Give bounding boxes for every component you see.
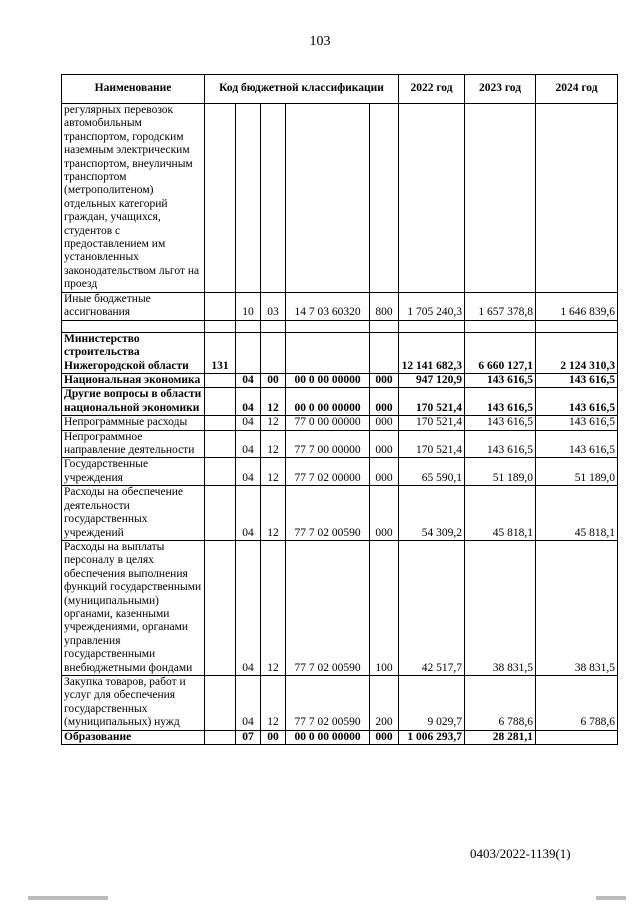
cell-2022: 65 590,1 [399,458,465,486]
scan-artifact [596,896,626,900]
cell-cs: 77 7 00 00000 [286,430,370,458]
table-row [62,416,618,430]
cell-cs: 77 7 02 00590 [286,675,370,730]
cell-rz: 07 [236,730,261,744]
cell-rz: 10 [236,293,261,321]
cell-rz: 04 [236,486,261,541]
cell-gr [205,458,236,486]
cell-2023: 1 657 378,8 [465,293,536,321]
cell-2024: 6 788,6 [536,675,618,730]
table-row [62,332,618,373]
cell-2022: 170 521,4 [399,430,465,458]
cell-vr: 000 [370,730,399,744]
cell-rz [236,104,261,293]
cell-pr [261,104,286,293]
cell-cs: 00 0 00 00000 [286,374,370,388]
header-name: Наименование [62,75,205,104]
table-header-row [62,75,618,104]
cell-2023: 6 660 127,1 [465,332,536,373]
row-name: регулярных перевозок автомобильным транспортом, городским наземным электрическим транспортом, внеуличным транспортом (метрополитеном) отдельных категорий граждан, учащихся, студентов с предоставлением им установленных законодательством льгот на проезд [62,104,205,293]
cell-2023 [465,104,536,293]
header-2024: 2024 год [536,75,618,104]
cell-vr [370,104,399,293]
table-row [62,374,618,388]
cell-gr [205,374,236,388]
cell-2023: 6 788,6 [465,675,536,730]
cell-pr: 03 [261,293,286,321]
cell-pr: 12 [261,388,286,416]
cell-cs: 00 0 00 00000 [286,730,370,744]
row-name: Государственные учреждения [62,458,205,486]
page-number: 103 [309,34,331,49]
table-row [62,388,618,416]
table-row [62,458,618,486]
cell-cs: 77 7 02 00590 [286,540,370,675]
cell-gr [205,730,236,744]
cell-rz: 04 [236,540,261,675]
cell-2022: 42 517,7 [399,540,465,675]
cell-2024: 1 646 839,6 [536,293,618,321]
cell-2022: 12 141 682,3 [399,332,465,373]
cell-pr: 00 [261,730,286,744]
cell-vr [370,332,399,373]
cell-2022: 947 120,9 [399,374,465,388]
row-name: Закупка товаров, работ и услуг для обеспечения государственных (муниципальных) нужд [62,675,205,730]
table-row [62,730,618,744]
cell-pr: 12 [261,540,286,675]
cell-gr [205,293,236,321]
cell-vr: 000 [370,458,399,486]
cell-2024: 51 189,0 [536,458,618,486]
cell-2024 [536,730,618,744]
cell-rz: 04 [236,416,261,430]
cell-2024: 38 831,5 [536,540,618,675]
cell-2022: 170 521,4 [399,416,465,430]
cell-2022: 9 029,7 [399,675,465,730]
cell-2024: 2 124 310,3 [536,332,618,373]
cell-vr: 000 [370,388,399,416]
cell-gr [205,486,236,541]
cell-2024: 143 616,5 [536,388,618,416]
cell-rz: 04 [236,675,261,730]
table-row [62,675,618,730]
row-name: Расходы на выплаты персоналу в целях обеспечения выполнения функций государственными (муниципальными) органами, казенными учреждениями, органами управления государственными внебюджетными фондами [62,540,205,675]
cell-2023: 143 616,5 [465,416,536,430]
cell-2024: 45 818,1 [536,486,618,541]
cell-2024 [536,104,618,293]
cell-pr: 12 [261,486,286,541]
spacer-row [62,320,618,332]
cell-pr: 12 [261,430,286,458]
cell-rz: 04 [236,458,261,486]
cell-cs [286,104,370,293]
row-name: Образование [62,730,205,744]
cell-2022: 1 705 240,3 [399,293,465,321]
cell-2023: 143 616,5 [465,374,536,388]
cell-rz: 04 [236,374,261,388]
cell-vr: 800 [370,293,399,321]
header-2023: 2023 год [465,75,536,104]
cell-gr [205,675,236,730]
row-name: Национальная экономика [62,374,205,388]
row-name: Непрограммное направление деятельности [62,430,205,458]
cell-pr: 12 [261,458,286,486]
cell-cs: 77 7 02 00000 [286,458,370,486]
cell-gr [205,416,236,430]
cell-vr: 100 [370,540,399,675]
cell-2023: 45 818,1 [465,486,536,541]
table-row [62,430,618,458]
cell-2022 [399,104,465,293]
cell-rz: 04 [236,388,261,416]
row-name: Непрограммные расходы [62,416,205,430]
cell-vr: 000 [370,416,399,430]
cell-pr: 00 [261,374,286,388]
cell-vr: 000 [370,486,399,541]
cell-2023: 143 616,5 [465,388,536,416]
cell-2024: 143 616,5 [536,374,618,388]
cell-2024: 143 616,5 [536,416,618,430]
table-row [62,486,618,541]
cell-cs: 00 0 00 00000 [286,388,370,416]
row-name: Другие вопросы в области национальной экономики [62,388,205,416]
cell-2024: 143 616,5 [536,430,618,458]
cell-2022: 1 006 293,7 [399,730,465,744]
budget-table [61,74,618,745]
cell-cs: 14 7 03 60320 [286,293,370,321]
header-code: Код бюджетной классификации [205,75,399,104]
cell-gr: 131 [205,332,236,373]
cell-vr: 200 [370,675,399,730]
cell-gr [205,430,236,458]
cell-2023: 51 189,0 [465,458,536,486]
cell-cs: 77 0 00 00000 [286,416,370,430]
cell-gr [205,540,236,675]
cell-vr: 000 [370,374,399,388]
cell-gr [205,388,236,416]
scan-artifact [28,896,108,900]
cell-cs: 77 7 02 00590 [286,486,370,541]
cell-2023: 143 616,5 [465,430,536,458]
cell-pr: 12 [261,675,286,730]
row-name: Министерство строительства Нижегородской области [62,332,205,373]
cell-vr: 000 [370,430,399,458]
cell-gr [205,104,236,293]
cell-pr: 12 [261,416,286,430]
table-row [62,293,618,321]
document-code: 0403/2022-1139(1) [470,846,571,861]
cell-pr [261,332,286,373]
cell-rz [236,332,261,373]
table-row [62,540,618,675]
cell-rz: 04 [236,430,261,458]
row-name: Расходы на обеспечение деятельности государственных учреждений [62,486,205,541]
row-name: Иные бюджетные ассигнования [62,293,205,321]
cell-2023: 28 281,1 [465,730,536,744]
cell-cs [286,332,370,373]
cell-2022: 54 309,2 [399,486,465,541]
table-row [62,104,618,293]
header-2022: 2022 год [399,75,465,104]
cell-2022: 170 521,4 [399,388,465,416]
cell-2023: 38 831,5 [465,540,536,675]
